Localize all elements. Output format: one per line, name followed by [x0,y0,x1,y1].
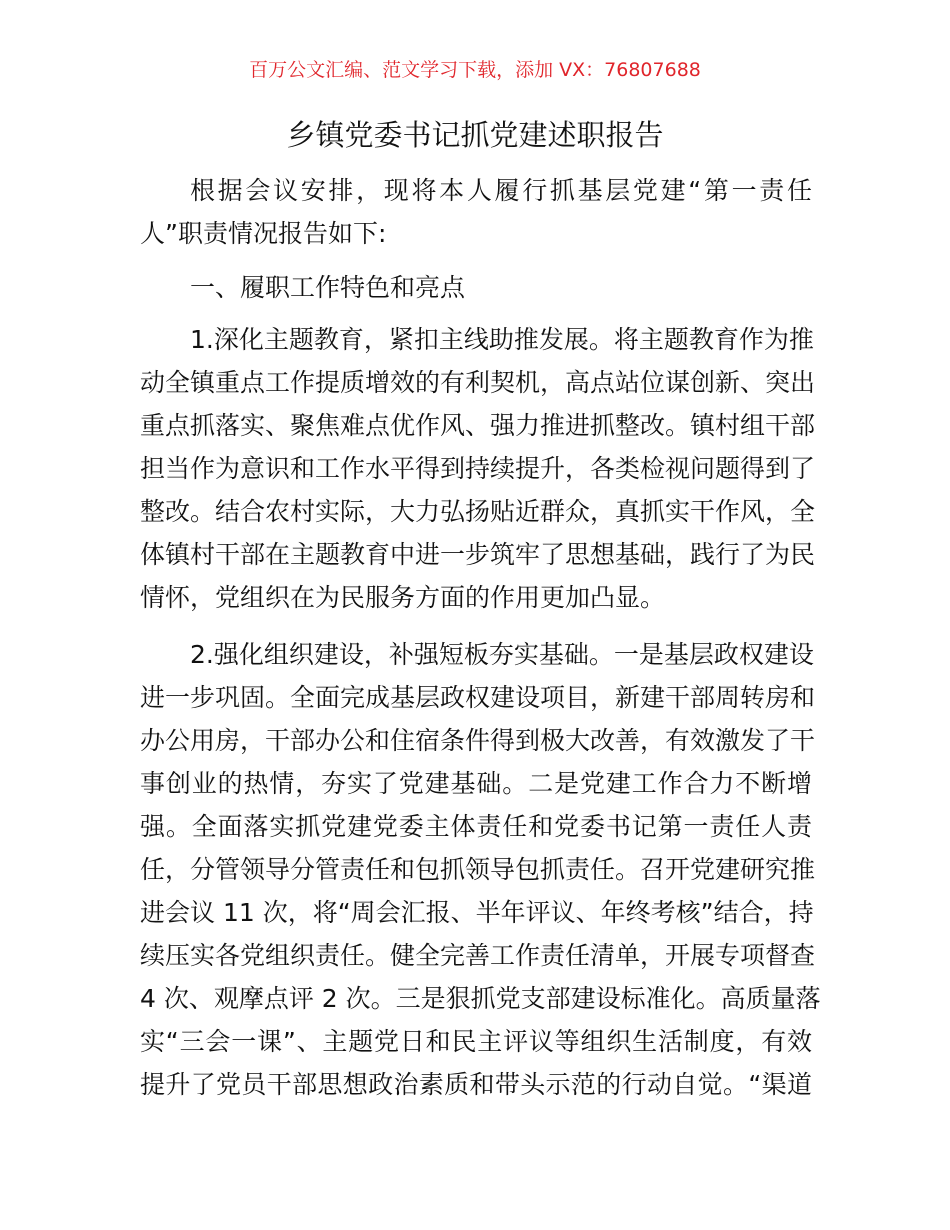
text-line: 实“三会一课”、主题党日和民主评议等组织生活制度，有效 [140,1027,812,1056]
text-line: 动全镇重点工作提质增效的有利契机，高点站位谋创新、突出 [140,368,816,397]
heading-text: 一、履职工作特色和亮点 [190,273,466,302]
text-line: 1.深化主题教育，紧扣主线助推发展。将主题教育作为推 [190,325,814,354]
text-line: 整改。结合农村实际，大力弘扬贴近群众，真抓实干作风，全 [140,497,816,526]
text-line: 人”职责情况报告如下: [140,219,387,248]
intro-paragraph [140,169,812,255]
text-line: 续压实各党组织责任。健全完善工作责任清单，开展专项督查 [140,941,816,970]
text-line: 4 次、观摩点评 2 次。三是狠抓党支部建设标准化。高质量落 [140,984,821,1013]
text-line: 任，分管领导分管责任和包抓领导包抓责任。召开党建研究推 [140,855,816,884]
text-line: 事创业的热情，夯实了党建基础。二是党建工作合力不断增 [140,769,812,798]
document-title: 乡镇党委书记抓党建述职报告 [286,118,664,152]
text-line: 担当作为意识和工作水平得到持续提升，各类检视问题得到了 [140,454,816,483]
text-line: 进一步巩固。全面完成基层政权建设项目，新建干部周转房和 [140,683,816,712]
text-line: 办公用房，干部办公和住宿条件得到极大改善，有效激发了干 [140,726,816,755]
paragraph-2 [140,633,821,1106]
text-line: 重点抓落实、聚焦难点优作风、强力推进抓整改。镇村组干部 [140,411,816,440]
text-line: 体镇村干部在主题教育中进一步筑牢了思想基础，践行了为民 [140,540,816,569]
text-line: 2.强化组织建设，补强短板夯实基础。一是基层政权建设 [190,640,814,669]
text-line: 根据会议安排，现将本人履行抓基层党建“第一责任 [190,176,812,205]
text-line: 进会议 11 次，将“周会汇报、半年评议、年终考核”结合，持 [140,898,814,927]
section-heading [140,266,812,309]
paragraph-1 [140,318,816,619]
text-line: 提升了党员干部思想政治素质和带头示范的行动自觉。“渠道 [140,1070,812,1099]
text-line: 强。全面落实抓党建党委主体责任和党委书记第一责任人责 [140,812,812,841]
text-line: 情怀，党组织在为民服务方面的作用更加凸显。 [140,583,666,612]
watermark-contact: 百万公文汇编、范文学习下载，添加 VX：76807688 [249,59,701,81]
